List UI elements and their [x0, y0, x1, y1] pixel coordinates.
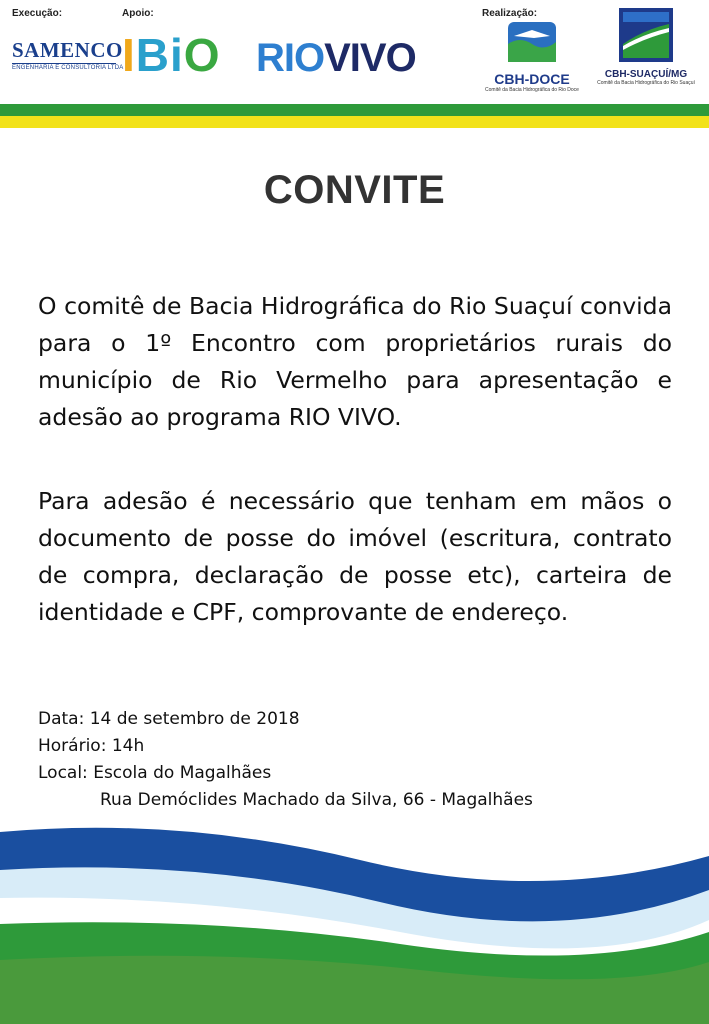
- ibio-part1: I: [122, 29, 136, 81]
- location-label: Local:: [38, 763, 88, 783]
- date-value: 14 de setembro de 2018: [89, 709, 300, 729]
- invitation-paragraph: O comitê de Bacia Hidrográfica do Rio Suaçuí convida para o 1º Encontro com proprietários rurais do município de Rio Vermelho para apresentação e adesão ao programa RIO VIVO.: [38, 292, 672, 431]
- cbh-doce-emblem-icon: [508, 22, 556, 62]
- label-apoio: Apoio:: [122, 8, 154, 19]
- cbh-suacui-emblem-icon: [619, 8, 673, 62]
- samenco-logo: [12, 38, 124, 71]
- cbh-suacui-logo: [588, 8, 704, 86]
- ibio-part2: Bi: [135, 29, 184, 81]
- ibio-part3: O: [183, 29, 221, 81]
- page-title: CONVITE: [263, 168, 446, 212]
- date-label: Data:: [38, 709, 85, 729]
- cbh-doce-logo: [482, 22, 582, 93]
- samenco-name: SAMENCO: [12, 38, 123, 62]
- cbh-suacui-title: CBH-SUAÇUÍ/MG: [604, 69, 688, 80]
- cbh-suacui-sub: Comitê da Bacia Hidrográfica do Rio Suaçuí: [597, 80, 695, 86]
- label-execucao: Execução:: [12, 8, 63, 19]
- riovivo-logo: [256, 36, 416, 80]
- header: [0, 0, 709, 104]
- location-value: Escola do Magalhães: [93, 763, 272, 783]
- time-value: 14h: [111, 736, 145, 756]
- event-info: [38, 706, 678, 814]
- ibio-logo: [122, 30, 221, 80]
- location-row: [38, 760, 678, 787]
- requirements-paragraph: Para adesão é necessário que tenham em mãos o documento de posse do imóvel (escritura, contrato de compra, declaração de posse etc), carteira de identidade e CPF, comprovante de endereço.: [38, 487, 672, 626]
- header-stripe-yellow: [0, 116, 709, 128]
- cbh-doce-sub: Comitê da Bacia Hidrográfica do Rio Doce: [485, 87, 579, 93]
- label-realizacao: Realização:: [482, 8, 538, 19]
- riovivo-rio: RIO: [256, 36, 325, 80]
- time-label: Horário:: [38, 736, 107, 756]
- address-value: Rua Demóclides Machado da Silva, 66 - Magalhães: [100, 790, 533, 810]
- date-row: [38, 706, 678, 733]
- time-row: [38, 733, 678, 760]
- decorative-waves: [0, 820, 709, 1024]
- samenco-sub: ENGENHARIA E CONSULTORIA LTDA: [12, 65, 124, 71]
- cbh-doce-title: CBH-DOCE: [494, 71, 570, 87]
- address-row: [38, 787, 678, 814]
- header-stripe-green: [0, 104, 709, 116]
- riovivo-vivo: VIVO: [324, 36, 416, 80]
